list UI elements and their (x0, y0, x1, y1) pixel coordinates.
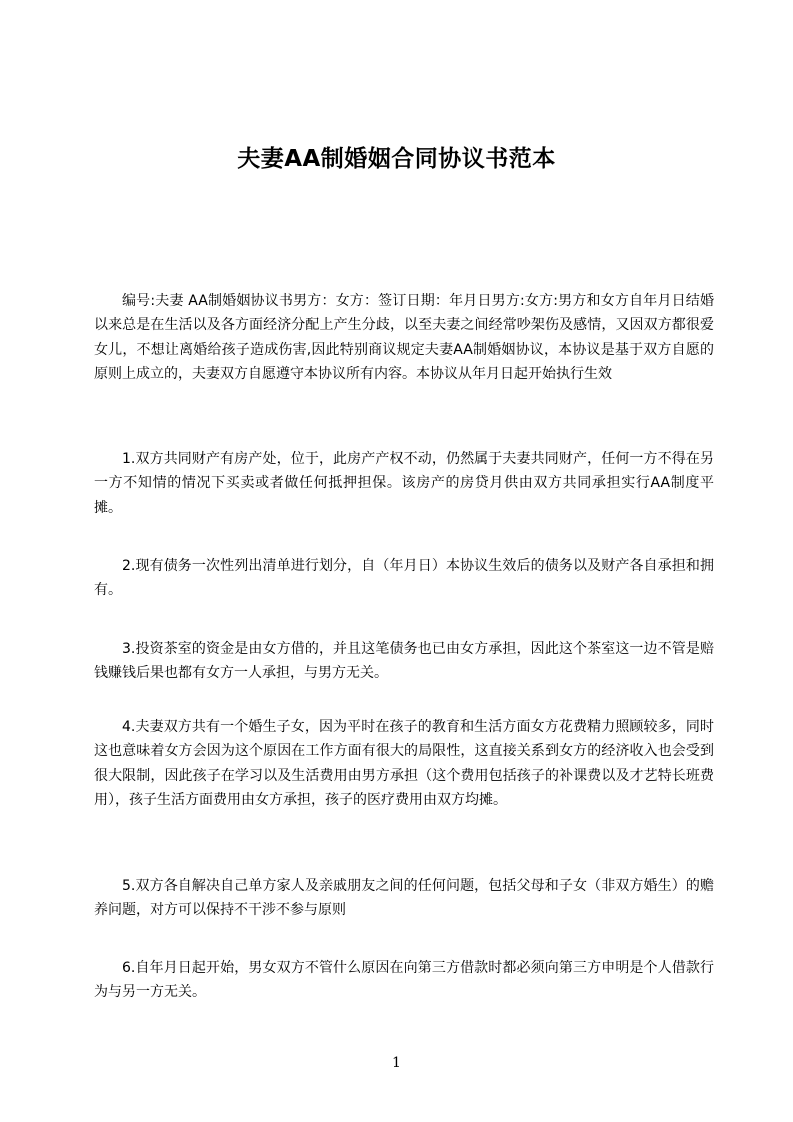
preamble-paragraph: 编号:夫妻 AA制婚姻协议书男方：女方：签订日期：年月日男方:女方:男方和女方自年月日结婚以来总是在生活以及各方面经济分配上产生分歧，以至夫妻之间经常吵架伤及感情，又因双方都很爱女儿，不想让离婚给孩子造成伤害,因此特别商议规定夫妻AA制婚姻协议，本协议是基于双方自愿的原则上成立的，夫妻双方自愿遵守本协议所有内容。本协议从年月日起开始执行生效 (94, 293, 714, 382)
clause-4-paragraph: 4.夫妻双方共有一个婚生子女，因为平时在孩子的教育和生活方面女方花费精力照顾较多，同时这也意味着女方会因为这个原因在工作方面有很大的局限性，这直接关系到女方的经济收入也会受到很大限制，因此孩子在学习以及生活费用由男方承担（这个费用包括孩子的补课费以及才艺特长班费用），孩子生活方面费用由女方承担，孩子的医疗费用由双方均摊。 (94, 719, 714, 808)
clause-3-paragraph: 3.投资茶室的资金是由女方借的，并且这笔债务也已由女方承担，因此这个茶室这一边不管是赔钱赚钱后果也都有女方一人承担，与男方无关。 (94, 641, 714, 682)
page-number: 1 (392, 1055, 401, 1071)
document-title: 夫妻AA制婚姻合同协议书范本 (237, 146, 556, 172)
clause-6-paragraph: 6.自年月日起开始，男女双方不管什么原因在向第三方借款时都必须向第三方申明是个人借款行为与另一方无关。 (94, 960, 714, 1001)
clause-1-paragraph: 1.双方共同财产有房产处，位于，此房产产权不动，仍然属于夫妻共同财产，任何一方不得在另一方不知情的情况下买卖或者做任何抵押担保。该房产的房贷月供由双方共同承担实行AA制度平摊。 (94, 451, 714, 516)
clause-5-paragraph: 5.双方各自解决自己单方家人及亲戚朋友之间的任何问题，包括父母和子女（非双方婚生）的赡养问题，对方可以保持不干涉不参与原则 (94, 878, 714, 919)
clause-2-paragraph: 2.现有债务一次性列出清单进行划分，自（年月日）本协议生效后的债务以及财产各自承担和拥有。 (94, 558, 714, 599)
